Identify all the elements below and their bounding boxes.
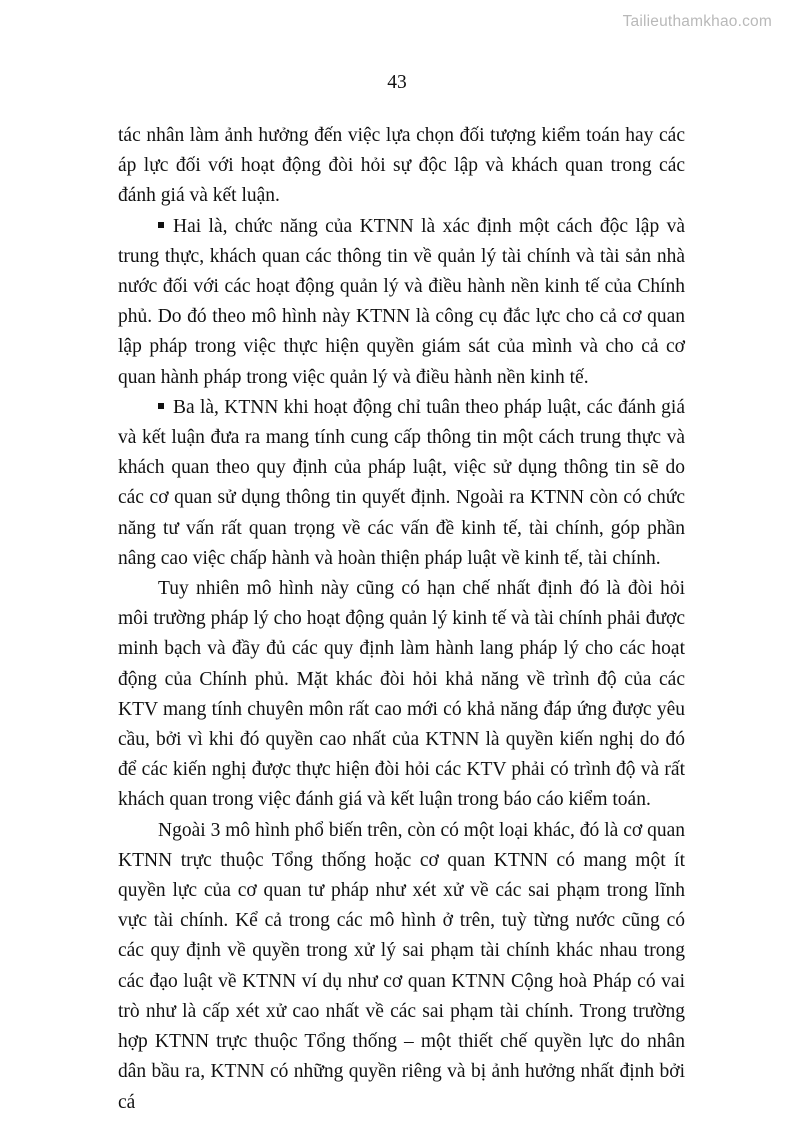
site-watermark: Tailieuthamkhao.com — [622, 13, 772, 30]
paragraph-continuation — [118, 121, 685, 212]
paragraph-text: Ngoài 3 mô hình phổ biến trên, còn có một loại khác, đó là cơ quan KTNN trực thuộc Tổng thống hoặc cơ quan KTNN có mang một ít quyền lực của cơ quan tư pháp như xét xử về các sai phạm trong lĩnh vực tài chính. Kể cả trong các mô hình ở trên, tuỳ từng nước cũng có các quy định về quyền trong xử lý sai phạm tài chính khác nhau trong các đạo luật về KTNN ví dụ như cơ quan KTNN Cộng hoà Pháp có vai trò như là cấp xét xử cao nhất về các sai phạm tài chính. Trong trường hợp KTNN trực thuộc Tổng thống – một thiết chế quyền lực do nhân dân bầu ra, KTNN có những quyền riêng và bị ảnh hưởng nhất định bởi cá — [118, 819, 685, 1113]
paragraph-text: Ba là, KTNN khi hoạt động chỉ tuân theo pháp luật, các đánh giá và kết luận đưa ra mang tính cung cấp thông tin một cách trung thực và khách quan theo quy định của pháp luật, việc sử dụng thông tin sẽ do các cơ quan sử dụng thông tin quyết định. Ngoài ra KTNN còn có chức năng tư vấn rất quan trọng về các vấn đề kinh tế, tài chính, góp phần nâng cao việc chấp hành và hoàn thiện pháp luật về kinh tế, tài chính. — [118, 396, 685, 569]
paragraph-bullet-hai-la — [118, 212, 685, 393]
paragraph-ngoai-3-mo-hinh — [118, 816, 685, 1123]
paragraph-bullet-ba-la — [118, 393, 685, 574]
square-bullet-icon — [158, 403, 164, 409]
square-bullet-icon — [158, 222, 164, 228]
paragraph-tuy-nhien — [118, 574, 685, 816]
page-number: 43 — [387, 72, 407, 93]
paragraph-text: tác nhân làm ảnh hưởng đến việc lựa chọn đối tượng kiểm toán hay các áp lực đối với hoạt động đòi hỏi sự độc lập và khách quan trong các đánh giá và kết luận. — [118, 125, 685, 207]
page-body — [118, 121, 685, 1123]
paragraph-text: Tuy nhiên mô hình này cũng có hạn chế nhất định đó là đòi hỏi môi trường pháp lý cho hoạt động quản lý kinh tế và tài chính phải được minh bạch và đầy đủ các quy định làm hành lang pháp lý cho các hoạt động của Chính phủ. Mặt khác đòi hỏi khả năng về trình độ của các KTV mang tính chuyên môn rất cao mới có khả năng đáp ứng được yêu cầu, bởi vì khi đó quyền cao nhất của KTNN là quyền kiến nghị do đó để các kiến nghị được thực hiện đòi hỏi các KTV phải có trình độ và rất khách quan trong việc đánh giá và kết luận trong báo cáo kiểm toán. — [118, 578, 685, 811]
paragraph-text: Hai là, chức năng của KTNN là xác định một cách độc lập và trung thực, khách quan các thông tin về quản lý tài chính và tài sản nhà nước đối với các hoạt động quản lý và điều hành nền kinh tế của Chính phủ. Do đó theo mô hình này KTNN là công cụ đắc lực cho cả cơ quan lập pháp trong việc thực hiện quyền giám sát của mình và cho cả cơ quan hành pháp trong việc quản lý và điều hành nền kinh tế. — [118, 215, 685, 388]
